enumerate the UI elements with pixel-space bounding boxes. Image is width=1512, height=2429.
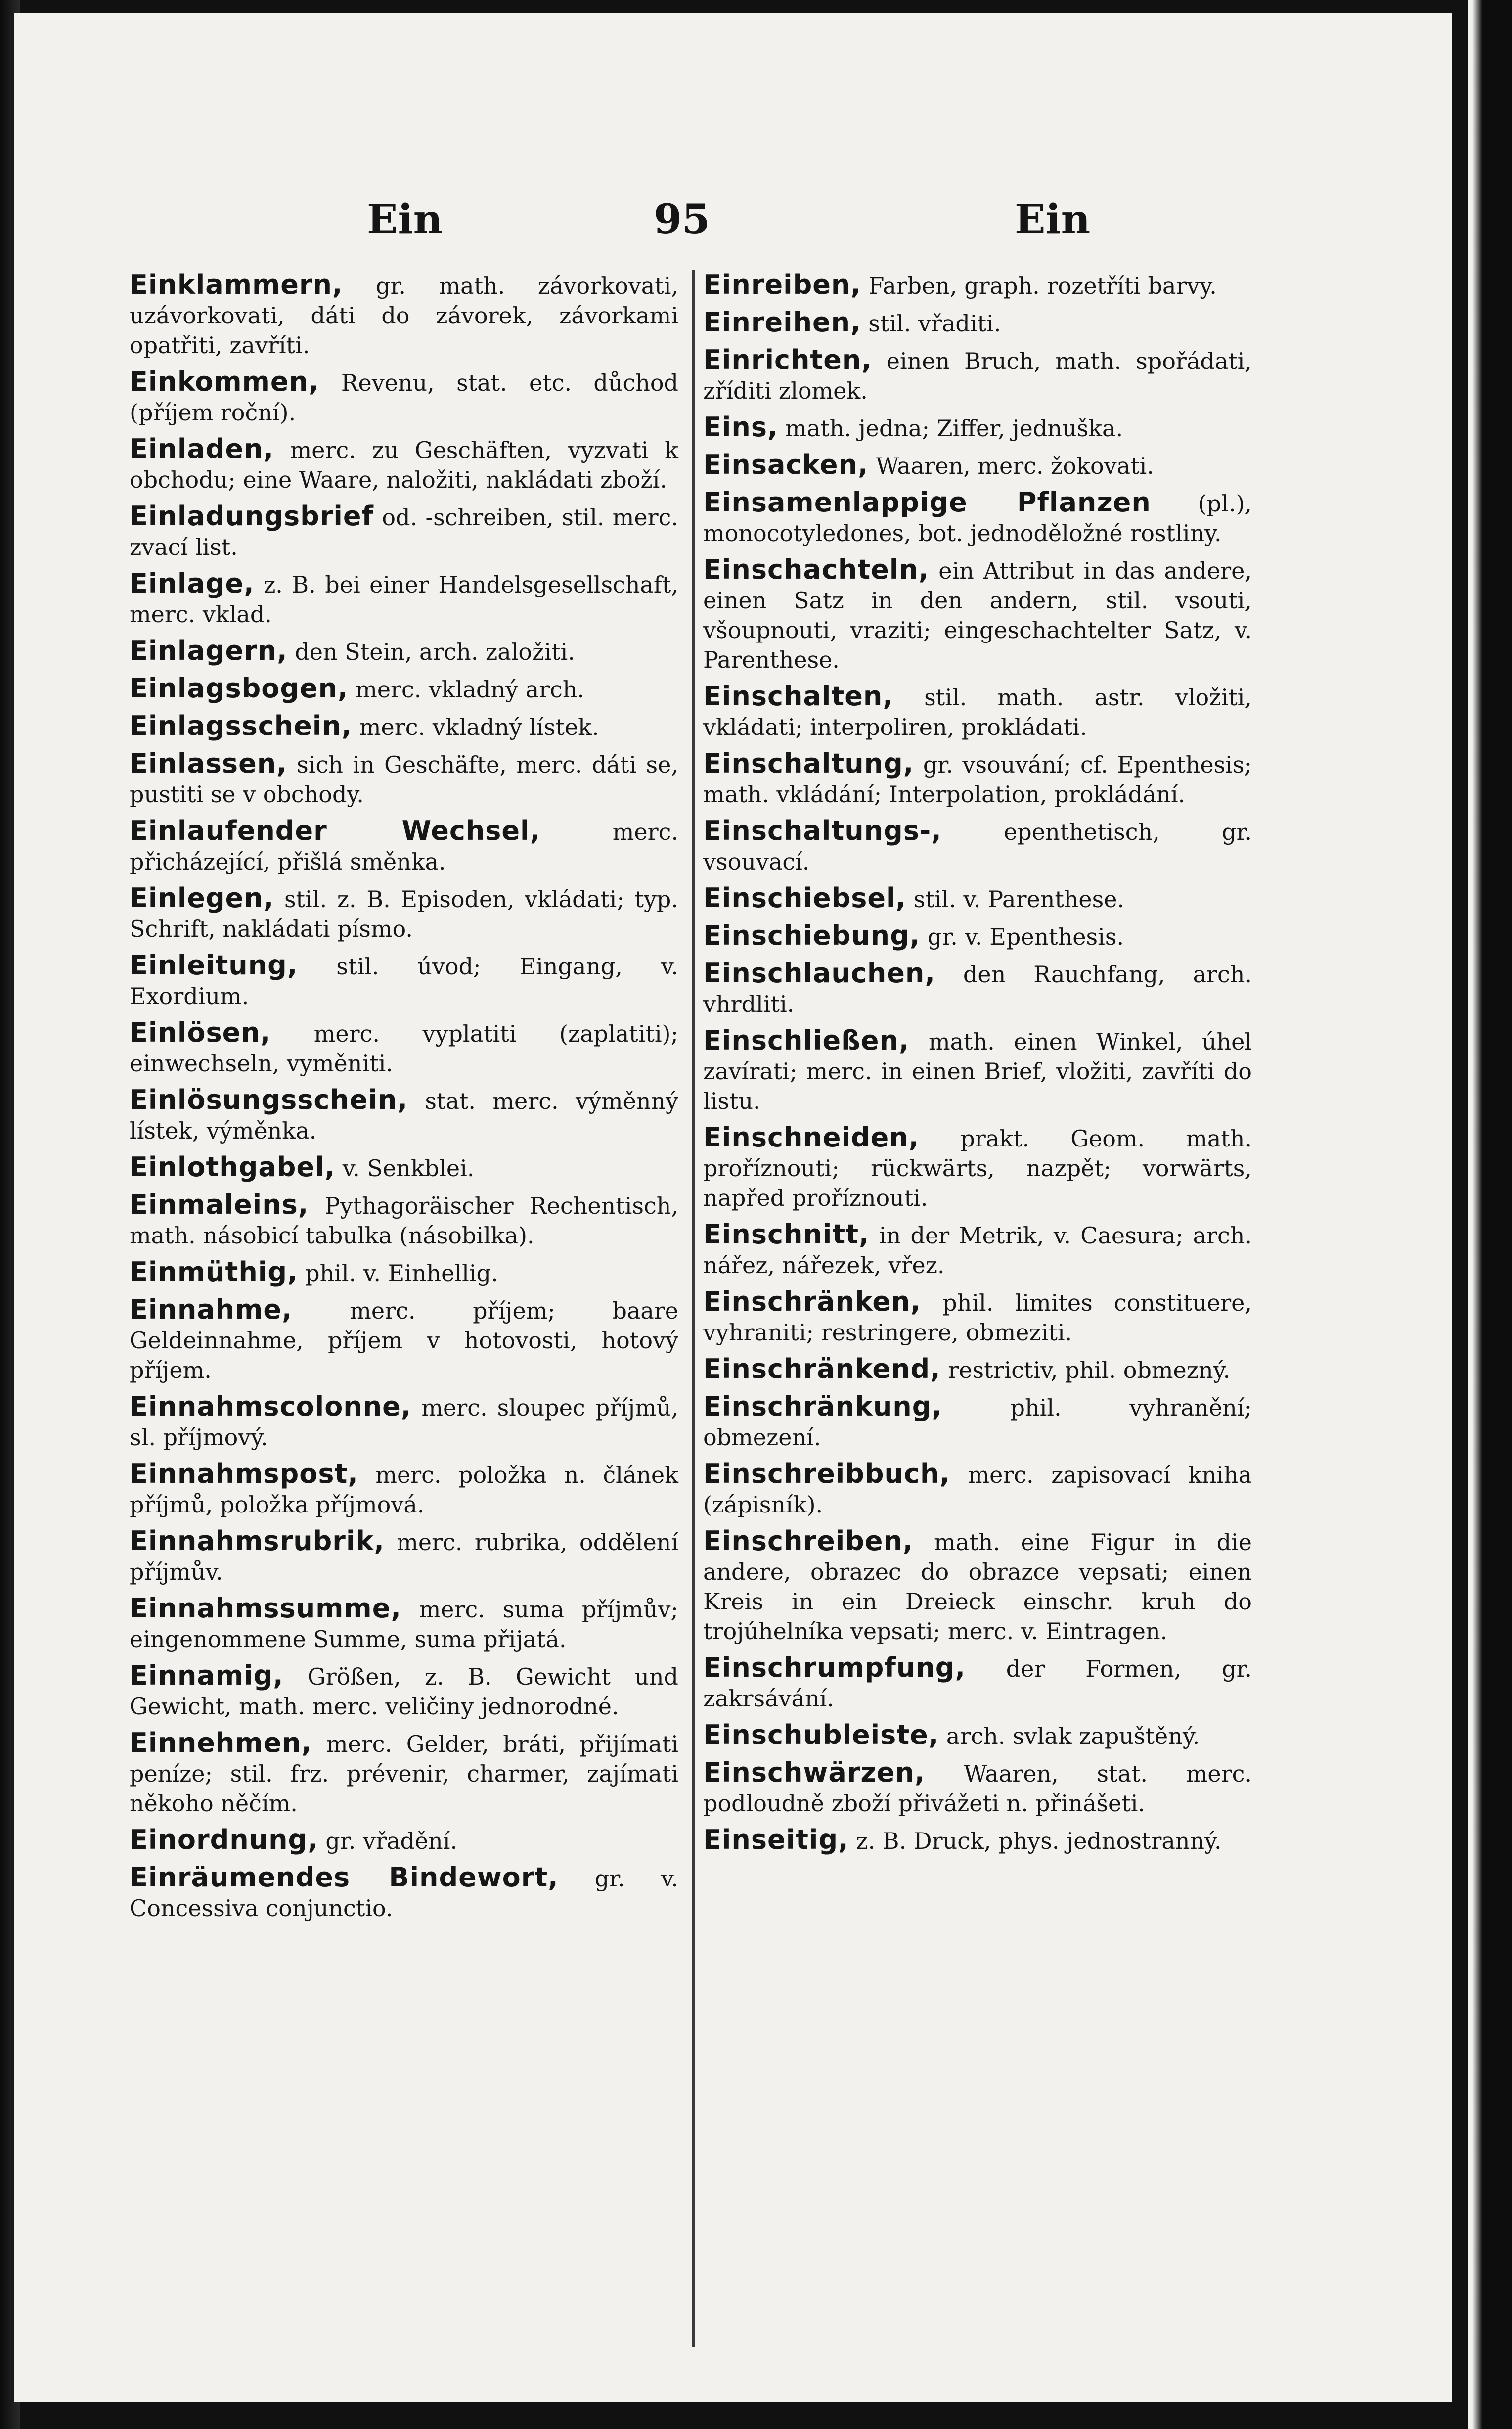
dictionary-entry xyxy=(703,1220,1252,1280)
dictionary-entry xyxy=(703,1653,1252,1713)
entry-headword: Einnahme, xyxy=(130,1294,293,1325)
entry-definition: stil. vřaditi. xyxy=(868,310,1001,337)
entry-definition: Waaren, stat. merc. podloudně zboží přivážeti n. přinášeti. xyxy=(703,1760,1252,1817)
right-column xyxy=(703,270,1252,1863)
dictionary-entry xyxy=(703,1825,1252,1856)
entry-headword: Einreiben, xyxy=(703,269,861,300)
dictionary-entry xyxy=(130,1295,678,1385)
dictionary-entry xyxy=(130,1152,678,1183)
dictionary-entry xyxy=(130,674,678,704)
entry-headword: Einnahmscolonne, xyxy=(130,1391,412,1422)
dictionary-entry xyxy=(130,1594,678,1654)
entry-headword: Einklammern, xyxy=(130,269,343,300)
dictionary-entry xyxy=(703,450,1252,481)
entry-definition: merc. vkladný arch. xyxy=(356,676,585,703)
dictionary-entry xyxy=(130,1459,678,1519)
entry-headword: Einschwärzen, xyxy=(703,1757,926,1788)
entry-definition: od. -schreiben, stil. merc. zvací list. xyxy=(130,504,678,560)
entry-definition: stat. merc. výměnný lístek, výměnka. xyxy=(130,1088,679,1144)
entry-headword: Einschreibbuch, xyxy=(703,1458,950,1489)
entry-headword: Einschaltungs-, xyxy=(703,815,942,846)
dictionary-entry xyxy=(703,555,1252,675)
dictionary-entry xyxy=(703,682,1252,742)
entry-definition: merc. zapisovací kniha (zápisník). xyxy=(703,1462,1252,1518)
dictionary-entry xyxy=(130,1526,678,1587)
entry-headword: Einseitig, xyxy=(703,1824,849,1855)
dictionary-entry xyxy=(703,270,1252,301)
entry-definition: merc. vkladný lístek. xyxy=(359,714,599,740)
entry-headword: Einschreiben, xyxy=(703,1525,914,1557)
dictionary-entry xyxy=(130,951,678,1011)
entry-definition: einen Bruch, math. spořádati, zříditi zlomek. xyxy=(703,348,1252,404)
entry-definition: stil. v. Parenthese. xyxy=(913,886,1125,913)
entry-definition: prakt. Geom. math. proříznouti; rückwärts, nazpět; vorwärts, napřed proříznouti. xyxy=(703,1125,1252,1211)
dictionary-entry xyxy=(130,367,678,427)
entry-headword: Einschließen, xyxy=(703,1025,910,1056)
entry-definition: stil. úvod; Eingang, v. Exordium. xyxy=(130,953,678,1009)
entry-headword: Einlagern, xyxy=(130,635,288,666)
entry-headword: Einsamenlappige Pflanzen xyxy=(703,487,1151,518)
dictionary-entry xyxy=(130,1392,678,1452)
entry-definition: merc. Gelder, bráti, přijímati peníze; stil. frz. prévenir, charmer, zajímati někoho něčím. xyxy=(130,1731,678,1817)
entry-headword: Einnahmssumme, xyxy=(130,1593,401,1624)
entry-definition: phil. limites constituere, vyhraniti; restringere, obmeziti. xyxy=(703,1289,1252,1346)
entry-definition: merc. přicházející, přišlá směnka. xyxy=(130,819,678,875)
entry-definition: gr. vřadění. xyxy=(325,1828,458,1854)
dictionary-entry xyxy=(130,270,678,360)
entry-definition: (pl.), monocotyledones, bot. jednoděložné rostliny. xyxy=(703,490,1252,547)
dictionary-entry xyxy=(703,749,1252,809)
entry-headword: Einschalten, xyxy=(703,681,893,712)
entry-definition: gr. vsouvání; cf. Epenthesis; math. vkládání; Interpolation, prokládání. xyxy=(703,751,1252,808)
entry-definition: merc. zu Geschäften, vyzvati k obchodu; eine Waare, naložiti, nakládati zboží. xyxy=(130,437,679,493)
dictionary-entry xyxy=(703,959,1252,1019)
entry-headword: Einlagsschein, xyxy=(130,710,353,741)
entry-headword: Einmaleins, xyxy=(130,1189,309,1220)
entry-definition: epenthetisch, gr. vsouvací. xyxy=(703,819,1252,875)
dictionary-entry xyxy=(703,1526,1252,1646)
entry-definition: Waaren, merc. žokovati. xyxy=(876,453,1154,479)
dictionary-entry xyxy=(703,883,1252,914)
dictionary-entry xyxy=(130,1728,678,1818)
entry-definition: merc. položka n. článek příjmů, položka příjmová. xyxy=(130,1462,678,1518)
entry-definition: restrictiv, phil. obmezný. xyxy=(948,1357,1231,1383)
dictionary-entry xyxy=(130,1257,678,1288)
entry-headword: Einschnitt, xyxy=(703,1219,870,1250)
entry-headword: Einschneiden, xyxy=(703,1122,920,1153)
entry-headword: Einlothgabel, xyxy=(130,1151,336,1183)
dictionary-entry xyxy=(703,1026,1252,1116)
dictionary-entry xyxy=(130,434,678,495)
dictionary-entry xyxy=(130,1018,678,1078)
entry-definition: Pythagoräischer Rechentisch, math. násobicí tabulka (násobilka). xyxy=(130,1192,678,1249)
dictionary-entry xyxy=(130,1661,678,1721)
dictionary-entry xyxy=(703,816,1252,876)
entry-headword: Einsacken, xyxy=(703,449,869,480)
entry-headword: Einschiebsel, xyxy=(703,882,907,914)
entry-headword: Einschaltung, xyxy=(703,748,914,779)
entry-headword: Einschrumpfung, xyxy=(703,1652,966,1683)
entry-headword: Einlösungsschein, xyxy=(130,1084,408,1115)
entry-definition: phil. vyhranění; obmezení. xyxy=(703,1394,1252,1451)
entry-headword: Einräumendes Bindewort, xyxy=(130,1862,559,1893)
dictionary-entry xyxy=(130,883,678,944)
dictionary-entry xyxy=(130,1863,678,1923)
entry-headword: Einmüthig, xyxy=(130,1256,298,1287)
entry-definition: math. einen Winkel, úhel zavírati; merc. in einen Brief, vložiti, zavříti do listu. xyxy=(703,1028,1252,1114)
entry-headword: Einschränkung, xyxy=(703,1391,942,1422)
dictionary-entry xyxy=(130,1085,678,1146)
entry-definition: Revenu, stat. etc. důchod (příjem roční). xyxy=(130,369,678,426)
entry-definition: math. jedna; Ziffer, jednuška. xyxy=(785,415,1123,442)
entry-definition: in der Metrik, v. Caesura; arch. nářez, nářezek, vřez. xyxy=(703,1222,1252,1279)
entry-headword: Einlagsbogen, xyxy=(130,673,349,704)
dictionary-entry xyxy=(703,488,1252,548)
entry-definition: merc. sloupec příjmů, sl. příjmový. xyxy=(130,1394,679,1451)
dictionary-entry xyxy=(130,1825,678,1856)
column-divider xyxy=(692,270,695,2347)
running-head-left: Ein xyxy=(367,196,443,243)
entry-definition: stil. math. astr. vložiti, vkládati; interpoliren, prokládati. xyxy=(703,684,1252,740)
entry-definition: den Rauchfang, arch. vhrdliti. xyxy=(703,961,1252,1017)
entry-definition: gr. v. Concessiva conjunctio. xyxy=(130,1865,679,1922)
dictionary-entry xyxy=(130,636,678,667)
entry-headword: Einkommen, xyxy=(130,366,319,397)
dictionary-entry xyxy=(703,1459,1252,1519)
entry-definition: merc. suma příjmův; eingenommene Summe, suma přijatá. xyxy=(130,1596,678,1652)
entry-headword: Einschiebung, xyxy=(703,920,921,951)
entry-definition: Größen, z. B. Gewicht und Gewicht, math. merc. veličiny jednorodné. xyxy=(130,1663,678,1720)
entry-headword: Einnahmspost, xyxy=(130,1458,358,1489)
entry-headword: Einnahmsrubrik, xyxy=(130,1525,385,1557)
dictionary-entry xyxy=(703,1392,1252,1452)
entry-headword: Einschlauchen, xyxy=(703,958,935,989)
entry-definition: den Stein, arch. založiti. xyxy=(295,639,575,665)
entry-headword: Einnehmen, xyxy=(130,1727,312,1758)
entry-definition: merc. rubrika, oddělení příjmův. xyxy=(130,1529,679,1585)
entry-definition: phil. v. Einhellig. xyxy=(305,1260,498,1286)
scan-right-edge xyxy=(1468,0,1512,2429)
entry-headword: Einordnung, xyxy=(130,1824,318,1855)
entry-headword: Eins, xyxy=(703,412,778,443)
dictionary-entry xyxy=(130,749,678,809)
entry-headword: Einlaufender Wechsel, xyxy=(130,815,541,846)
entry-headword: Einschränkend, xyxy=(703,1353,941,1384)
dictionary-entry xyxy=(703,1354,1252,1385)
entry-definition: z. B. Druck, phys. jednostranný. xyxy=(856,1828,1222,1854)
entry-definition: Farben, graph. rozetříti barvy. xyxy=(868,273,1217,299)
dictionary-entry xyxy=(703,412,1252,443)
dictionary-entry xyxy=(703,1287,1252,1347)
entry-headword: Einschubleiste, xyxy=(703,1719,939,1750)
entry-headword: Einladen, xyxy=(130,433,274,464)
entry-headword: Einlassen, xyxy=(130,748,287,779)
entry-headword: Einlegen, xyxy=(130,882,274,914)
left-column xyxy=(130,270,678,1930)
entry-definition: merc. příjem; baare Geldeinnahme, příjem v hotovosti, hotový příjem. xyxy=(130,1297,679,1383)
dictionary-entry xyxy=(703,1123,1252,1213)
entry-definition: arch. svlak zapuštěný. xyxy=(946,1723,1200,1749)
dictionary-entry xyxy=(703,921,1252,952)
entry-definition: der Formen, gr. zakrsávání. xyxy=(703,1655,1252,1712)
dictionary-entry xyxy=(703,1758,1252,1818)
entry-headword: Einreihen, xyxy=(703,307,861,338)
entry-headword: Einleitung, xyxy=(130,950,298,981)
entry-headword: Einladungsbrief xyxy=(130,501,374,532)
dictionary-entry xyxy=(130,816,678,876)
entry-headword: Einschränken, xyxy=(703,1286,921,1317)
dictionary-page xyxy=(11,13,1452,2402)
dictionary-entry xyxy=(703,1720,1252,1751)
running-head-right: Ein xyxy=(1015,196,1091,243)
entry-headword: Einlage, xyxy=(130,568,255,599)
dictionary-entry xyxy=(130,711,678,742)
entry-definition: z. B. bei einer Handelsgesellschaft, merc. vklad. xyxy=(130,571,678,628)
dictionary-entry xyxy=(703,308,1252,338)
entry-definition: merc. vyplatiti (zaplatiti); einwechseln, vyměniti. xyxy=(130,1020,678,1077)
entry-definition: ein Attribut in das andere, einen Satz in den andern, stil. vsouti, všoupnouti, vraziti; eingeschachtelter Satz, v. Parenthese. xyxy=(703,557,1252,673)
entry-headword: Einrichten, xyxy=(703,344,872,375)
page-number: 95 xyxy=(654,196,711,243)
entry-definition: v. Senkblei. xyxy=(342,1155,475,1182)
entry-definition: stil. z. B. Episoden, vkládati; typ. Schrift, nakládati písmo. xyxy=(130,886,678,942)
entry-headword: Einschachteln, xyxy=(703,554,930,585)
entry-definition: gr. math. závorkovati, uzávorkovati, dáti do závorek, závorkami opatřiti, zavříti. xyxy=(130,273,678,359)
dictionary-entry xyxy=(130,502,678,562)
entry-definition: math. eine Figur in die andere, obrazec do obrazce vepsati; einen Kreis in ein Dreieck einschr. kruh do trojúhelníka vepsati; merc. v. Eintragen. xyxy=(703,1529,1252,1645)
dictionary-entry xyxy=(130,569,678,629)
running-head xyxy=(125,196,1311,255)
entry-definition: gr. v. Epenthesis. xyxy=(927,923,1124,950)
entry-definition: sich in Geschäfte, merc. dáti se, pustiti se v obchody. xyxy=(130,751,678,808)
entry-headword: Einlösen, xyxy=(130,1017,271,1048)
dictionary-entry xyxy=(703,345,1252,406)
dictionary-entry xyxy=(130,1190,678,1250)
entry-headword: Einnamig, xyxy=(130,1660,284,1691)
